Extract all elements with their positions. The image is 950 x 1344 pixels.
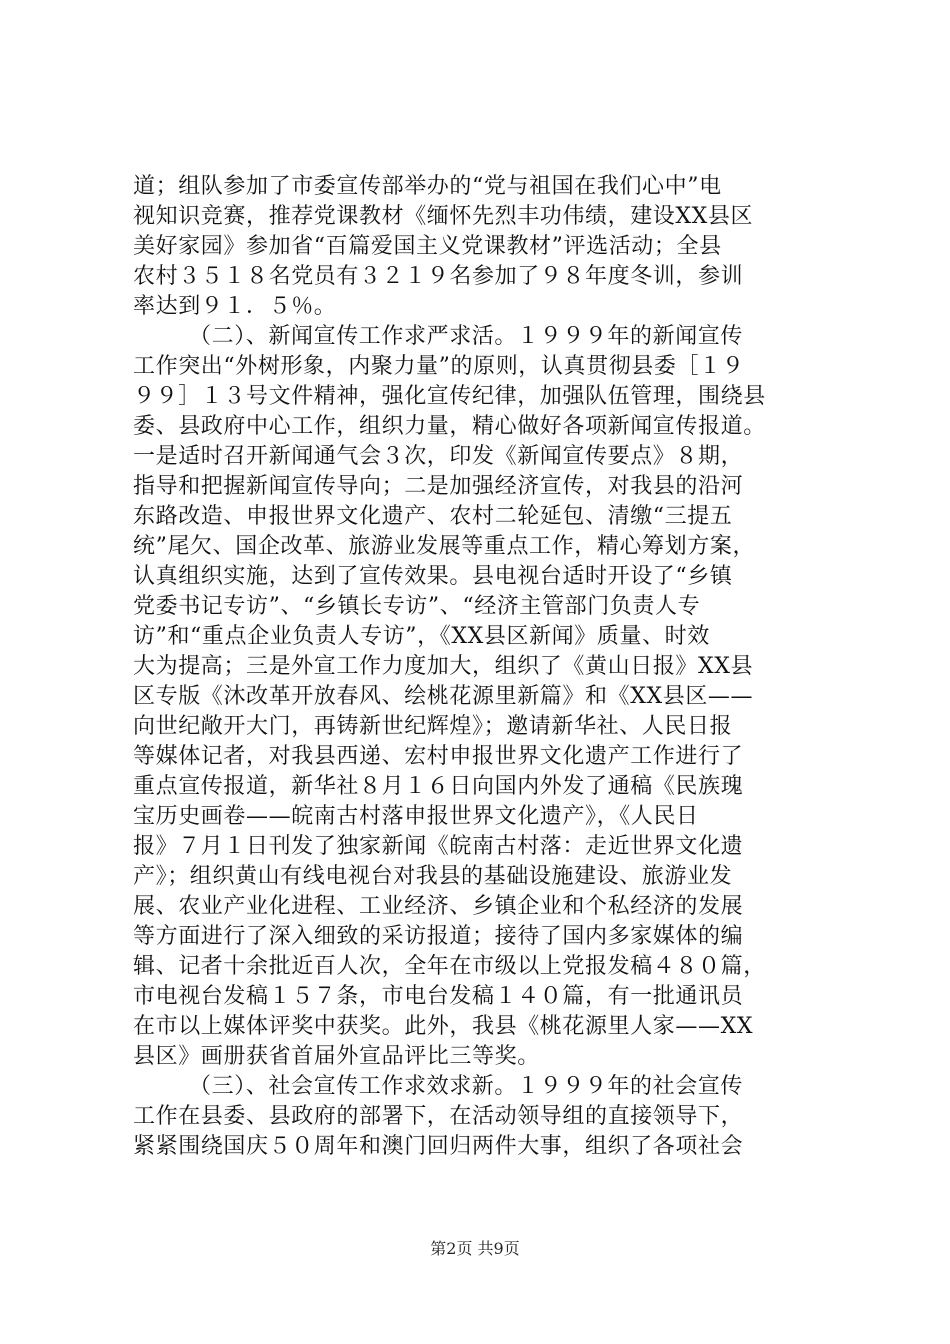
text-line: 报》７月１日刊发了独家新闻《皖南古村落：走近世界文化遗	[133, 834, 744, 859]
text-line: ９９］１３号文件精神，强化宣传纪律，加强队伍管理，围绕县	[133, 384, 766, 409]
text-line: 等方面进行了深入细致的采访报道；接待了国内多家媒体的编	[133, 924, 744, 949]
text-line: 紧紧围绕国庆５０周年和澳门回归两件大事，组织了各项社会	[133, 1134, 744, 1159]
text-line: 区专版《沐改革开放春风、绘桃花源里新篇》和《XX县区——	[133, 684, 754, 709]
text-line: 工作在县委、县政府的部署下，在活动领导组的直接领导下，	[133, 1104, 744, 1129]
text-line: 一是适时召开新闻通气会３次，印发《新闻宣传要点》８期，	[133, 444, 744, 469]
text-line: 指导和把握新闻宣传导向；二是加强经济宣传，对我县的沿河	[133, 474, 744, 499]
text-line: 视知识竞赛，推荐党课教材《缅怀先烈丰功伟绩，建设XX县区	[133, 204, 754, 229]
text-line: 统”尾欠、国企改革、旅游业发展等重点工作，精心筹划方案，	[133, 534, 756, 559]
text-line: 工作突出“外树形象，内聚力量”的原则，认真贯彻县委［１９	[133, 354, 745, 379]
text-line: 重点宣传报道，新华社８月１６日向国内外发了通稿《民族瑰	[133, 774, 744, 799]
text-line: 县区》画册获省首届外宣品评比三等奖。	[133, 1044, 540, 1069]
paragraph-heading-2: （二）、新闻宣传工作求严求活。１９９９年的新闻宣传	[189, 324, 744, 349]
text-line: 农村３５１８名党员有３２１９名参加了９８年度冬训，参训	[133, 264, 744, 289]
text-line: 委、县政府中心工作，组织力量，精心做好各项新闻宣传报道。	[133, 414, 766, 439]
text-line: 宝历史画卷——皖南古村落申报世界文化遗产》，《人民日	[133, 804, 699, 829]
text-line: 市电视台发稿１５７条，市电台发稿１４０篇，有一批通讯员	[133, 984, 744, 1009]
text-line: 访”和“重点企业负责人专访”，《XX县区新闻》质量、时效	[133, 624, 710, 649]
document-body	[133, 172, 833, 1162]
text-line: 辑、记者十余批近百人次，全年在市级以上党报发稿４８０篇，	[133, 954, 766, 979]
text-line: 在市以上媒体评奖中获奖。此外，我县《桃花源里人家——XX	[133, 1014, 754, 1039]
text-line: 大为提高；三是外宣工作力度加大，组织了《黄山日报》XX县	[133, 654, 754, 679]
text-line: 美好家园》参加省“百篇爱国主义党课教材”评选活动；全县	[133, 234, 722, 259]
text-line: 展、农业产业化进程、工业经济、乡镇企业和个私经济的发展	[133, 894, 744, 919]
text-line: 产》；组织黄山有线电视台对我县的基础设施建设、旅游业发	[133, 864, 733, 889]
text-line: 道；组队参加了市委宣传部举办的“党与祖国在我们心中”电	[133, 174, 722, 199]
text-line: 党委书记专访”、“乡镇长专访”、“经济主管部门负责人专	[133, 594, 701, 619]
text-line: 东路改造、申报世界文化遗产、农村二轮延包、清缴“三提五	[133, 504, 733, 529]
paragraph-heading-3: （三）、社会宣传工作求效求新。１９９９年的社会宣传	[189, 1074, 744, 1099]
text-line: 等媒体记者，对我县西递、宏村申报世界文化遗产工作进行了	[133, 744, 744, 769]
text-line: 认真组织实施，达到了宣传效果。县电视台适时开设了“乡镇	[133, 564, 733, 589]
page-number-footer: 第2页 共9页	[430, 1239, 520, 1258]
text-line: 率达到９１．５％。	[133, 294, 337, 319]
text-line: 向世纪敞开大门，再铸新世纪辉煌》；邀请新华社、人民日报	[133, 714, 733, 739]
